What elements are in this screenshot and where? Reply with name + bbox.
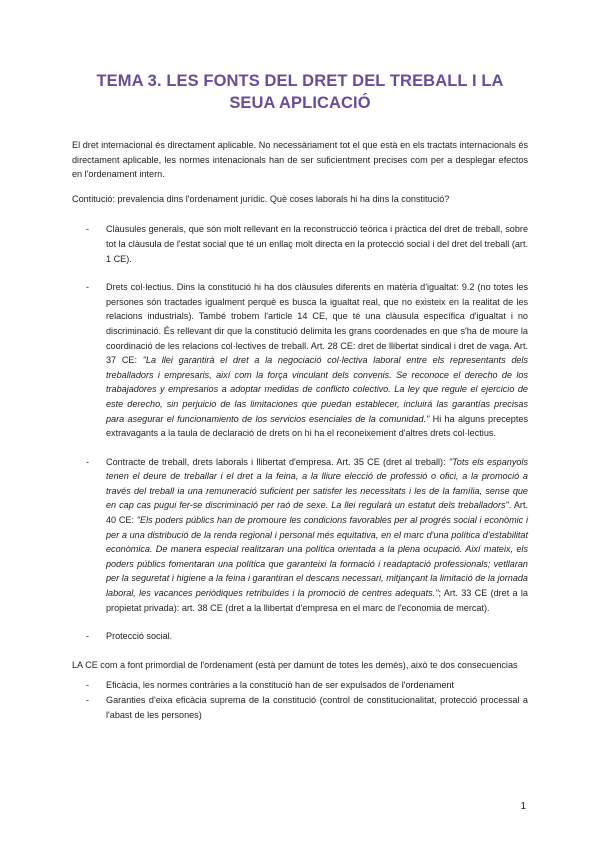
list-item-text-continued: Hi ha alguns preceptes extravagants a la taula de declaració de drets on hi ha el reconeixement d'altres drets col·lectius. — [106, 413, 528, 439]
constitution-contents-list — [72, 222, 528, 643]
list-item — [72, 629, 528, 644]
quote-art-40: "Els poders públics han de promoure les condicions favorables per al progrés social i econòmic i per a una distribució de la renda regional i personal més equitativa, en el marc d'una política d'estabilitat econòmica. De manera especial realitzaran una política orientada a la plena ocupació. Així mateix, els poders públics fomentaran una política que garanteixi la formació i readaptació professionals; vetllaran per la seguretat i higiene a la feina i garantiran el descans necessari, mitjançant la limitació de la jornada laboral, les vacances periòdiques retribuïdes i la promoció de centres adequats." — [106, 515, 528, 599]
quote-art-35: "Tots els espanyols tenen el deure de treballar i el dret a la feina, a la lliure elecció de professió o ofici, a la promoció a través del treball ia una remuneració suficient per satisfer les necessitats i les de la família, sense que en cap cas pugui fer-se discriminació per raó de sexe. La llei regularà un estatut dels treballadors" — [106, 456, 528, 511]
list-item — [72, 455, 528, 616]
paragraph-ce-primordial: LA CE com a font primordial de l'ordenament (està per damunt de totes les demés), això te dos consecuencias — [72, 659, 518, 670]
list-item — [72, 222, 528, 266]
list-item-text-end: ; Art. 33 CE (dret a la propietat privada): art. 38 CE (dret a la llibertat d'empresa en el marc de l'economia de mercat). — [106, 588, 528, 613]
list-dash: - — [86, 224, 90, 235]
consequences-list — [72, 678, 528, 722]
list-dash: - — [86, 680, 90, 691]
list-item-text: Eficàcia, les normes contràries a la constitució han de ser expulsados de l'ordenament — [106, 680, 454, 691]
paragraph-international-law: El dret internacional és directament aplicable. No necessàriament tot el que està en els tractats internacionals és directament aplicable, les normes intenacionals han de ser suficientment precises com per a desplegar efectos en l'ordenament intern. — [72, 140, 528, 180]
list-dash: - — [86, 695, 90, 705]
list-dash: - — [86, 631, 90, 642]
paragraph-constitution-question: Contitució: prevalencia dins l'ordenament jurídic. Què coses laborals hi ha dins la constitució? — [72, 193, 450, 204]
list-item-text: Drets col·lectius. Dins la constitució hi ha dos clàusules diferents en matèria d'igualtat: 9.2 (no totes les persones són tractades igualment perquè es busca la igualtat real, que no existeix en la realitat de les relacions industrials). També trobem l'article 14 CE, que té una clàusula específica d'igualtat i no discriminació. És rellevant dir que la constitució delimita les grans coordenades en que s'ha de moure la coordinació de les relacions col·lectives de treball. Art. 28 CE: dret de llibertat sindical i dret de vaga. Art. 37 CE: — [106, 282, 528, 366]
list-item — [72, 280, 528, 441]
page-number: 1 — [520, 801, 526, 812]
list-item-text: Contracte de treball, drets laborals i llibertat d'empresa. Art. 35 CE (dret al treball): — [106, 456, 449, 467]
list-item-text: Garanties d'eixa eficàcia suprema de la constitució (control de constitucionalitat, protecció processal a l'abast de les persones) — [106, 695, 528, 720]
quote-art-37: "La llei garantirà el dret a la negociació col·lectiva laboral entre els representants dels treballadors i empresaris, així com la força vinculant dels convenis. Se reconoce el derecho de los trabajadores y empresarios a adoptar medidas de conflicto colectivo. La ley que regule el ejercicio de este derecho, sin perjuicio de las limitaciones que puedan establecer, incluirá las garantías precisas para asegurar el funcionamiento de los servicios esenciales de la comunidad." — [106, 355, 529, 424]
document-title: TEMA 3. LES FONTS DEL DRET DEL TREBALL I LA SEUA APLICACIÓ — [96, 72, 504, 112]
list-item-text-continued: . Art. 40 CE: — [106, 500, 528, 526]
list-item-text: Clàusules generals, que són molt rellevant en la reconstrucció teòrica i pràctica del dret de treball, sobre tot la clàusula de l'estat social que té un enllaç molt directa en la protecció social i del dret del treball (art. 1 CE). — [106, 224, 528, 264]
list-item — [72, 678, 528, 693]
list-dash: - — [86, 282, 90, 293]
list-item-text: Protecció social. — [106, 631, 173, 642]
list-dash: - — [86, 456, 90, 467]
list-item — [72, 693, 528, 722]
